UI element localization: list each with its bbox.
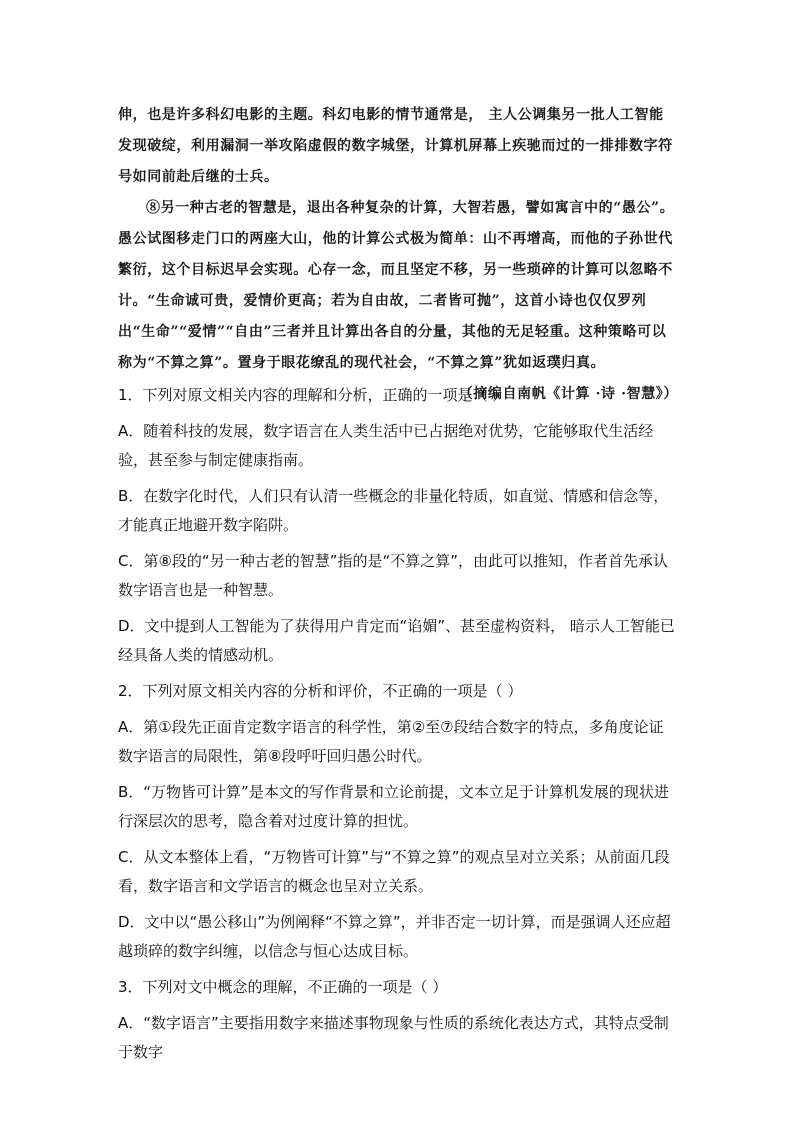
question-3-stem: 3．下列对文中概念的理解，不正确的一项是（ ） bbox=[118, 978, 448, 996]
question-1-option-d: D．文中提到人工智能为了获得用户肯定而“谄媚”、甚至虚构资料， 暗示人工智能已经具备人类的情感动机。 bbox=[118, 617, 675, 664]
passage-paragraph-8: ⑧另一种古老的智慧是，退出各种复杂的计算，大智若愚，譬如寓言中的“愚公”。愚公试图移走门口的两座大山，他的计算公式极为简单：山不再增高，而他的子孙世代繁衍，这个目标迟早会实现。心存一念，而且坚定不移，另一些琐碎的计算可以忽略不计。“生命诚可贵，爱情价更高；若为自由故，二者皆可抛”，这首小诗也仅仅罗列出“生命”“爱情”“自由”三者并且计算出各自的分量，其他的无足轻重。这种策略可以称为“不算之算”。置身于眼花缭乱的现代社会，“不算之算”犹如返璞归真。 bbox=[118, 200, 675, 371]
question-2-option-b: B．“万物皆可计算”是本文的写作背景和立论前提，文本立足于计算机发展的现状进行深层次的思考，隐含着对过度计算的担忧。 bbox=[118, 783, 669, 830]
passage-source: （摘编自南帆《计算 ·诗 ·智慧》） bbox=[458, 386, 678, 402]
question-1-option-b: B．在数字化时代，人们只有认清一些概念的非量化特质，如直觉、情感和信念等， 才能真正地避开数字陷阱。 bbox=[118, 487, 669, 534]
question-list bbox=[118, 381, 678, 1074]
reading-passage bbox=[118, 100, 678, 410]
question-2-option-c: C．从文本整体上看，“万物皆可计算”与“不算之算”的观点呈对立关系；从前面几段看，数字语言和文学语言的概念也呈对立关系。 bbox=[118, 848, 670, 895]
question-1-stem: 1．下列对原文相关内容的理解和分析，正确的一项是（ ） bbox=[118, 386, 508, 404]
question-3-option-a: A．“数字语言”主要指用数字来描述事物现象与性质的系统化表达方式，其特点受制于数字 bbox=[118, 1014, 669, 1061]
question-2-option-d: D．文中以“愚公移山”为例阐释“不算之算”，并非否定一切计算，而是强调人还应超越琐碎的数字纠缠，以信念与恒心达成目标。 bbox=[118, 913, 671, 960]
question-2-option-a: A．第①段先正面肯定数字语言的科学性，第②至⑦段结合数字的特点，多角度论证数字语言的局限性，第⑧段呼吁回归愚公时代。 bbox=[118, 718, 664, 765]
question-1-option-a: A．随着科技的发展，数字语言在人类生活中已占据绝对优势，它能够取代生活经验，甚至参与制定健康指南。 bbox=[118, 422, 654, 469]
question-2-stem: 2．下列对原文相关内容的分析和评价，不正确的一项是（ ） bbox=[118, 682, 523, 700]
passage-paragraph-tail: 伸，也是许多科幻电影的主题。科幻电影的情节通常是， 主人公调集另一批人工智能发现破绽，利用漏洞一举攻陷虚假的数字城堡，计算机屏幕上疾驰而过的一排排数字符号如同前赴后继的士兵。 bbox=[118, 107, 673, 185]
question-1-option-c: C．第⑧段的“另一种古老的智慧”指的是“不算之算”，由此可以推知，作者首先承认数字语言也是一种智慧。 bbox=[118, 552, 669, 599]
